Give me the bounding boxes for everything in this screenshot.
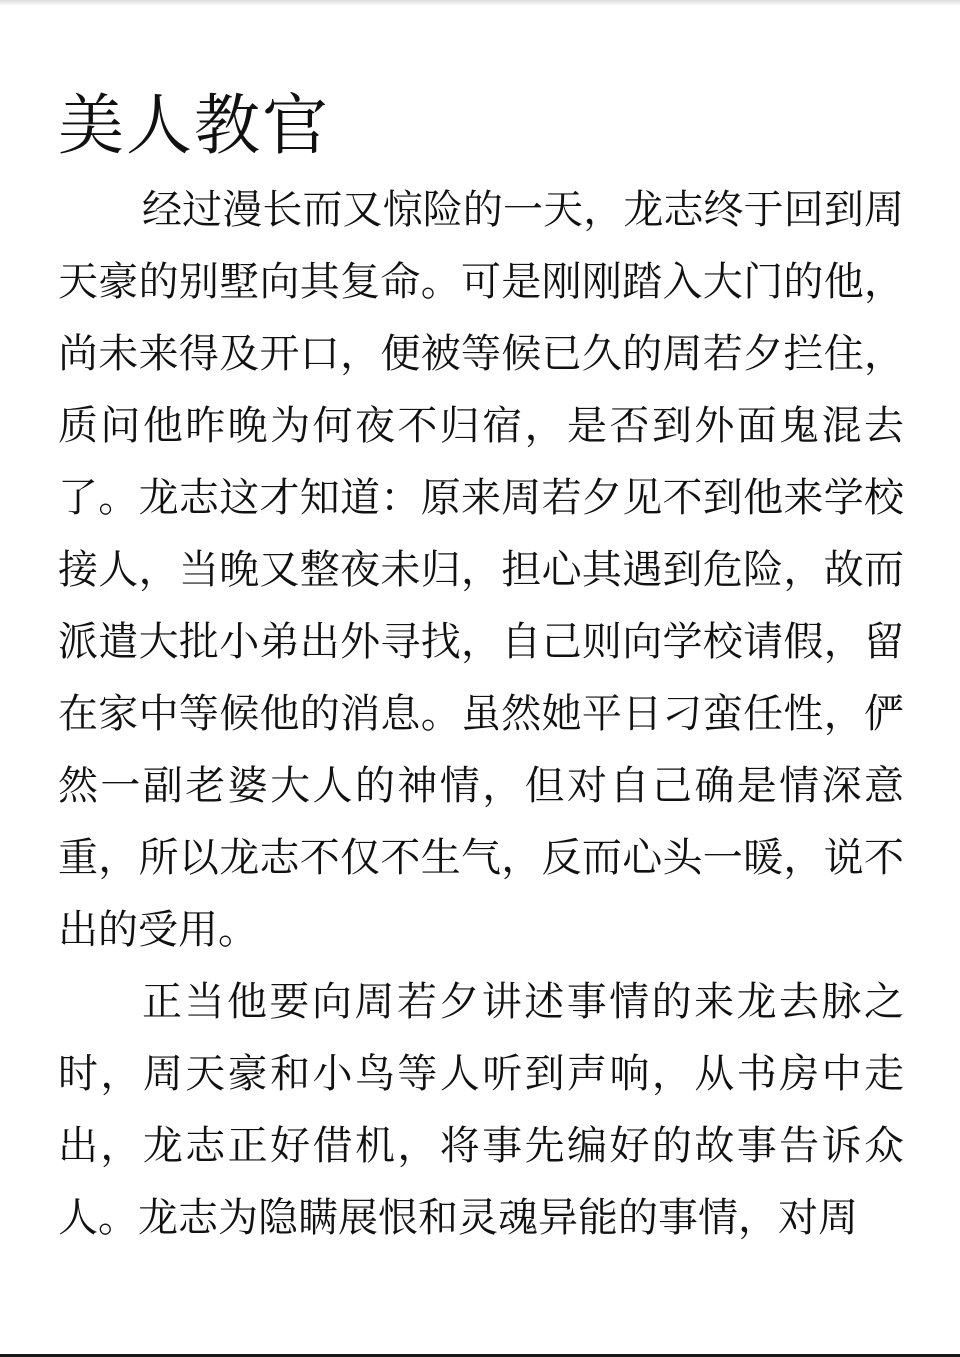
document-title: 美人教官 xyxy=(58,87,330,164)
top-edge-strip xyxy=(0,0,960,6)
document-page xyxy=(58,78,904,1254)
paragraph-1: 经过漫长而又惊险的一天，龙志终于回到周天豪的别墅向其复命。可是刚刚踏入大门的他，尚未来得及开口，便被等候已久的周若夕拦住，质问他昨晚为何夜不归宿，是否到外面鬼混去了。龙志这才知道：原来周若夕见不到他来学校接人，当晚又整夜未归，担心其遇到危险，故而派遣大批小弟出外寻找，自己则向学校请假，留在家中等候他的消息。虽然她平日刁蛮任性，俨然一副老婆大人的神情，但对自己确是情深意重，所以龙志不仅不生气，反而心头一暖，说不出的受用。 xyxy=(58,187,904,953)
paragraph-2: 正当他要向周若夕讲述事情的来龙去脉之时，周天豪和小鸟等人听到声响，从书房中走出，龙志正好借机，将事先编好的故事告诉众人。龙志为隐瞒展恨和灵魂异能的事情，对周 xyxy=(58,979,904,1241)
